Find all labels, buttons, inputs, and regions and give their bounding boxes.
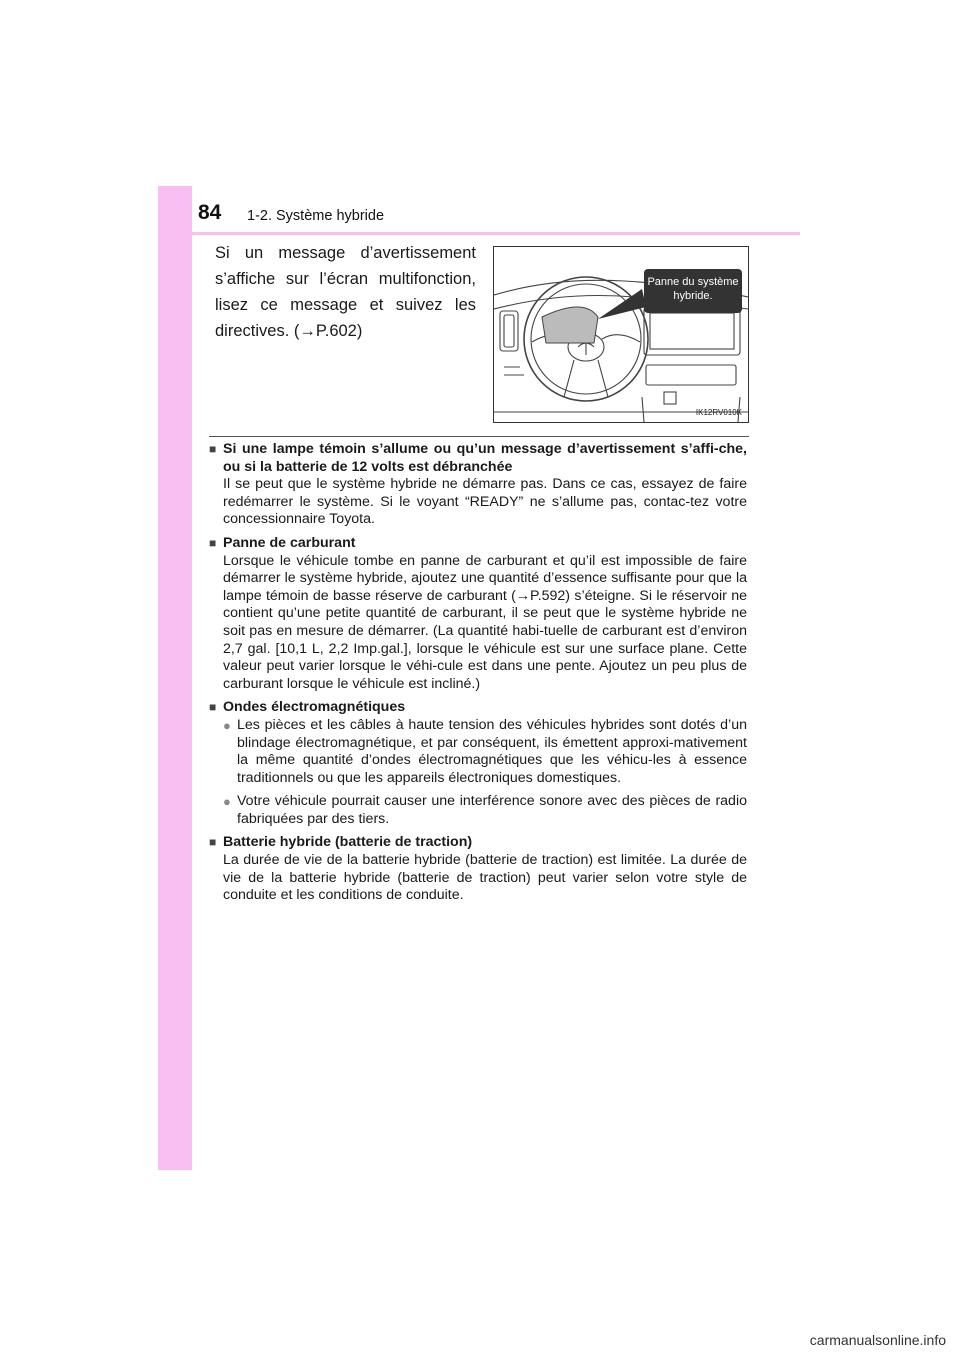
square-bullet-icon: ■: [209, 835, 217, 850]
section-electromagnetic: [209, 699, 747, 828]
footer-watermark: carmanualsonline.info: [809, 1332, 946, 1348]
callout-line-1: Panne du système: [647, 276, 739, 288]
square-bullet-icon: ■: [209, 442, 217, 456]
section-heading: [209, 834, 747, 852]
section-divider: [209, 436, 749, 437]
section-heading: [209, 699, 747, 717]
list-item: [223, 717, 747, 787]
section-heading: [209, 441, 747, 476]
section-fuel: [209, 535, 747, 693]
section-title: 1-2. Système hybride: [247, 208, 385, 224]
circle-bullet-icon: ●: [223, 717, 231, 733]
circle-bullet-icon: ●: [223, 794, 231, 810]
dashboard-figure: [493, 246, 749, 423]
list-item-text: Votre véhicule pourrait causer une interférence sonore avec des pièces de radio fabriquées par des tiers.: [237, 793, 747, 827]
section-title-text: Batterie hybride (batterie de traction): [223, 834, 473, 851]
section-restart: [209, 441, 747, 529]
list-item-text: Les pièces et les câbles à haute tension des véhicules hybrides sont dotés d’un blindage électromagnétique, et par conséquent, ils émettent approxi-mativement la même quantité d’ondes électromagnétiques que les véhicu-les à essence traditionnels ou que les appareils électroniques domestiques.: [237, 716, 747, 786]
section-battery: [209, 834, 747, 904]
section-paragraph: La durée de vie de la batterie hybride (batterie de traction) est limitée. La durée de vie de la batterie hybride (batterie de traction) peut varier selon votre style de conduite et les conditions de conduite.: [223, 852, 747, 904]
intro-text: Si un message d’avertissement s’affiche sur l’écran multifonction, lisez ce message et suivez les directives. (→P.602): [215, 244, 476, 340]
side-tab: [158, 186, 192, 1170]
section-paragraph: Il se peut que le système hybride ne démarre pas. Dans ce cas, essayez de faire redémarrer le système. Si le voyant “READY” ne s’allume pas, contac-tez votre concessionnaire Toyota.: [223, 476, 747, 528]
section-title-text: Ondes électromagnétiques: [223, 699, 406, 716]
figure-code: IK12RV010K: [695, 408, 742, 417]
callout-label: [644, 269, 742, 313]
square-bullet-icon: ■: [209, 535, 217, 550]
list-item: [223, 793, 747, 828]
section-paragraph: Lorsque le véhicule tombe en panne de carburant et qu’il est impossible de faire démarrer le système hybride, ajoutez une quantité d’essence suffisante pour que la lampe témoin de basse réserve de carburant (→P.592) s’éteigne. Si le réservoir ne contient qu’une petite quantité de carburant, il se peut que le système hybride ne soit pas en mesure de démarrer. (La quantité habi-tuelle de carburant est d’environ 2,7 gal. [10,1 L, 2,2 Imp.gal.], lorsque le véhicule est sur une surface plane. Cette valeur peut varier lorsque le véhi-cule est dans une pente. Ajoutez un peu plus de carburant lorsque le véhicule est incliné.): [223, 552, 747, 692]
section-title-text: Si une lampe témoin s’allume ou qu’un message d’avertissement s’affi-che, ou si la batterie de 12 volts est débranchée: [223, 441, 747, 475]
section-title-text: Panne de carburant: [223, 534, 356, 551]
section-heading: [209, 535, 747, 553]
page-number: 84: [198, 201, 222, 224]
content-body: [209, 441, 747, 911]
callout-line-2: hybride.: [673, 290, 713, 302]
header-rule: [192, 232, 800, 235]
square-bullet-icon: ■: [209, 700, 217, 715]
